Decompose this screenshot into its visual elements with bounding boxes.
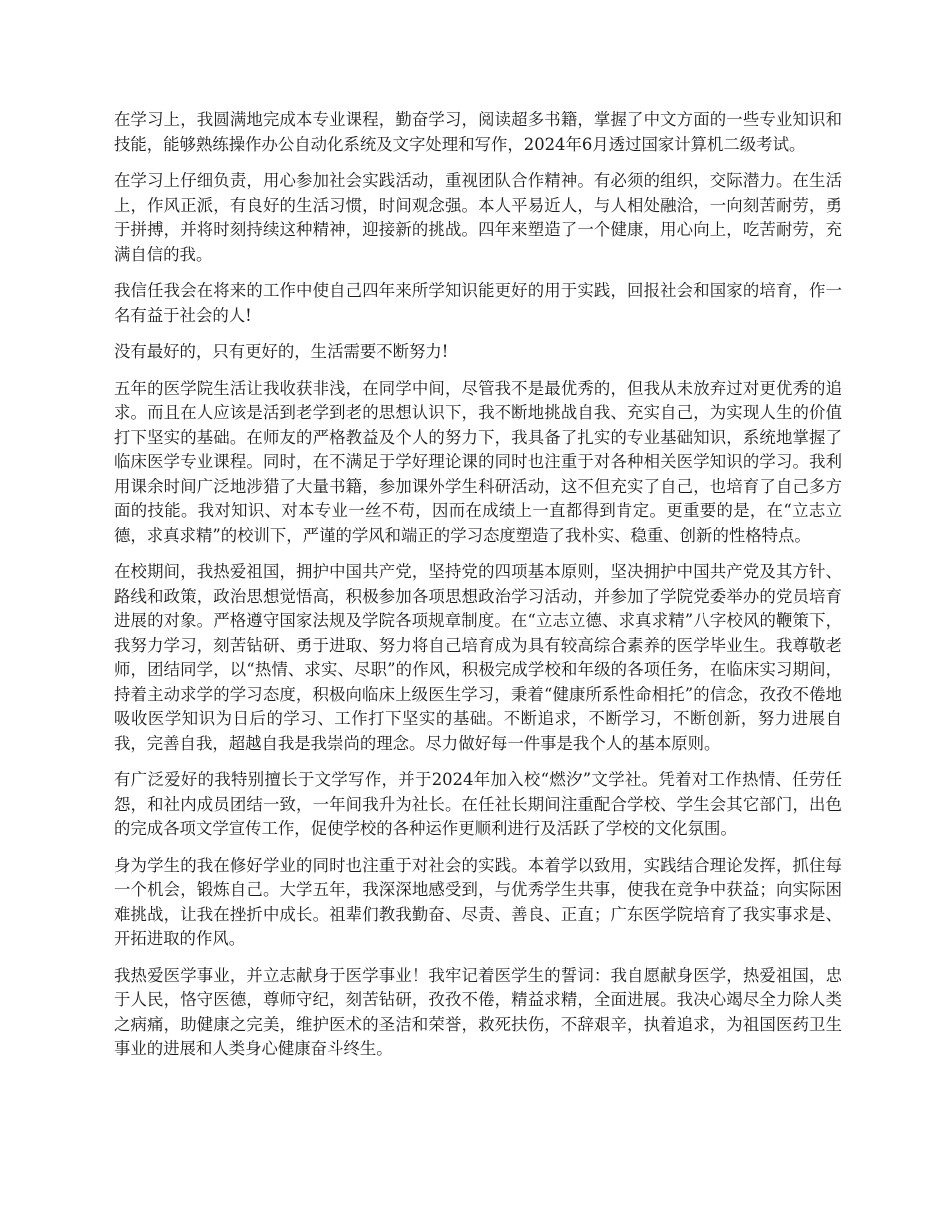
paragraph-medical-school: 五年的医学院生活让我收获非浅，在同学中间，尽管我不是最优秀的，但我从未放弃过对更优秀的追求。而且在人应该是活到老学到老的思想认识下，我不断地挑战自我、充实自己，为实现人生的价值打下坚实的基础。在师友的严格教益及个人的努力下，我具备了扎实的专业基础知识，系统地掌握了临床医学专业课程。同时，在不满足于学好理论课的同时也注重于对各种相关医学知识的学习。我利用课余时间广泛地涉猎了大量书籍，参加课外学生科研活动，这不但充实了自己，也培育了自己多方面的技能。我对知识、对本专业一丝不苟，因而在成绩上一直都得到肯定。更重要的是，在“立志立德，求真求精”的校训下，严谨的学风和端正的学习态度塑造了我朴实、稳重、创新的性格特点。: [114, 378, 842, 545]
paragraph-academic-study: 在学习上，我圆满地完成本专业课程，勤奋学习，阅读超多书籍，掌握了中文方面的一些专业知识和技能，能够熟练操作办公自动化系统及文字处理和写作，2024年6月透过国家计算机二级考试。: [114, 110, 842, 154]
paragraph-social-practice: 身为学生的我在修好学业的同时也注重于对社会的实践。本着学以致用，实践结合理论发挥，抓住每一个机会，锻炼自己。大学五年，我深深地感受到，与优秀学生共事，使我在竞争中获益；向实际困难挑战，让我在挫折中成长。祖辈们教我勤奋、尽责、善良、正直；广东医学院培育了我实事求是、开拓进取的作风。: [114, 855, 842, 948]
paragraph-future-work: 我信任我会在将来的工作中使自己四年来所学知识能更好的用于实践，回报社会和国家的培育，作一名有益于社会的人!: [114, 281, 842, 325]
paragraph-motto: 没有最好的，只有更好的，生活需要不断努力!: [114, 342, 449, 361]
paragraph-character-life: 在学习上仔细负责，用心参加社会实践活动，重视团队合作精神。有必须的组织，交际潜力。在生活上，作风正派，有良好的生活习惯，时间观念强。本人平易近人，与人相处融洽，一向刻苦耐劳，勇于拼搏，并将时刻持续这种精神，迎接新的挑战。四年来塑造了一个健康，用心向上，吃苦耐劳，充满自信的我。: [114, 171, 842, 264]
paragraph-school-period: 在校期间，我热爱祖国，拥护中国共产党，坚持党的四项基本原则，坚决拥护中国共产党及其方针、路线和政策，政治思想觉悟高，积极参加各项思想政治学习活动，并参加了学院党委举办的党员培育进展的对象。严格遵守国家法规及学院各项规章制度。在“立志立德、求真求精”八字校风的鞭策下，我努力学习，刻苦钻研、勇于进取、努力将自己培育成为具有较高综合素养的医学毕业生。我尊敬老师，团结同学，以“热情、求实、尽职”的作风，积极完成学校和年级的各项任务，在临床实习期间，持着主动求学的学习态度，积极向临床上级医生学习，秉着“健康所系性命相托”的信念，孜孜不倦地吸收医学知识为日后的学习、工作打下坚实的基础。不断追求，不断学习，不断创新，努力进展自我，完善自我，超越自我是我崇尚的理念。尽力做好每一件事是我个人的基本原则。: [114, 562, 842, 753]
document-body: [114, 108, 842, 1074]
paragraph-medical-oath: 我热爱医学事业，并立志献身于医学事业！我牢记着医学生的誓词：我自愿献身医学，热爱祖国，忠于人民，恪守医德，尊师守纪，刻苦钻研，孜孜不倦，精益求精，全面进展。我决心竭尽全力除人类之病痛，助健康之完美，维护医术的圣洁和荣誉，救死扶伤，不辞艰辛，执着追求，为祖国医药卫生事业的进展和人类身心健康奋斗终生。: [114, 965, 842, 1058]
paragraph-literature-club: 有广泛爱好的我特别擅长于文学写作，并于2024年加入校“燃汐”文学社。凭着对工作热情、任劳任怨，和社内成员团结一致，一年间我升为社长。在任社长期间注重配合学校、学生会其它部门，出色的完成各项文学宣传工作，促使学校的各种运作更顺利进行及活跃了学校的文化氛围。: [114, 770, 842, 838]
